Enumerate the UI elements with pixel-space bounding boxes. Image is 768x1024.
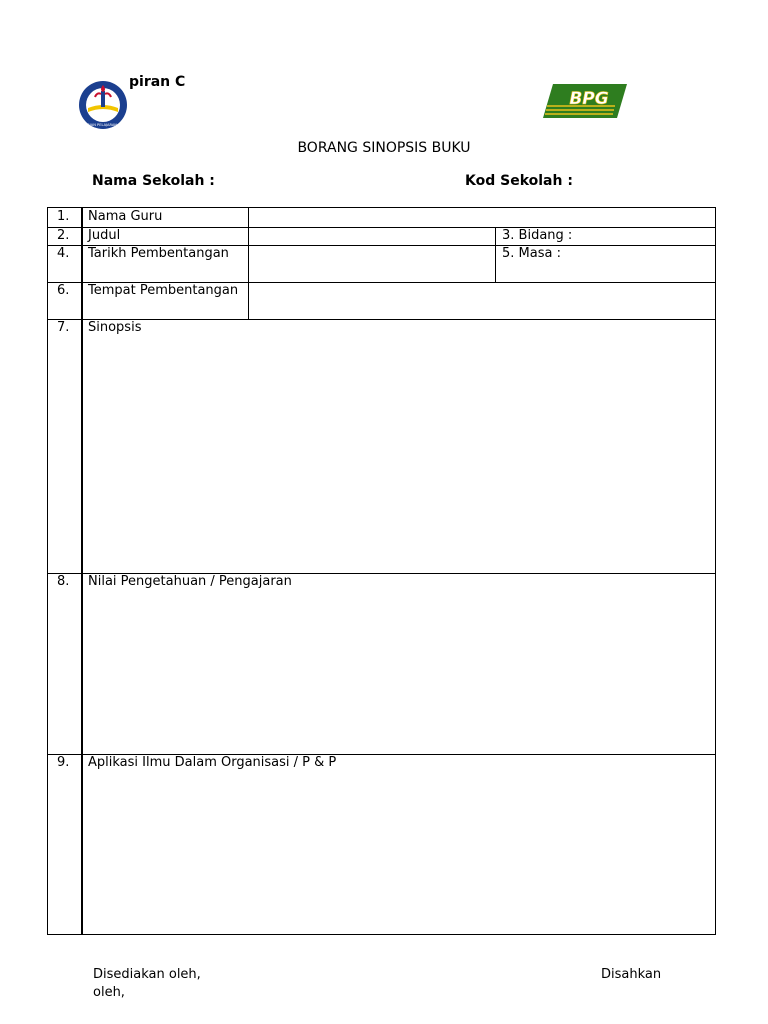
- row-label: Tempat Pembentangan: [88, 283, 239, 298]
- row-number: 4.: [57, 246, 70, 261]
- synopsis-field[interactable]: [88, 338, 708, 570]
- knowledge-value-field[interactable]: [88, 592, 708, 752]
- row-label: Sinopsis: [88, 320, 142, 335]
- school-code-label: Kod Sekolah :: [465, 173, 573, 189]
- emblem-ring-text: KEMENTERIAN PELAJARAN MALAYSIA: [70, 123, 136, 127]
- prepared-by-label: Disediakan oleh,: [93, 967, 201, 982]
- row-label: Aplikasi Ilmu Dalam Organisasi / P & P: [88, 755, 337, 770]
- row-number: 8.: [57, 574, 70, 589]
- field-label: 3. Bidang :: [502, 228, 573, 243]
- verified-by-label: Disahkan: [601, 967, 662, 982]
- attachment-label: piran C: [129, 74, 186, 90]
- row-label: Judul: [88, 228, 121, 243]
- bpg-logo: [543, 82, 627, 120]
- bpg-logo-text: BPG: [569, 89, 609, 109]
- field-label: 5. Masa :: [502, 246, 561, 261]
- teacher-name-field[interactable]: [253, 208, 713, 227]
- prepared-by-block: [93, 966, 263, 1002]
- row-label: Tarikh Pembentangan: [88, 246, 229, 261]
- extra-column-divider: [495, 227, 496, 283]
- row-divider: [48, 319, 715, 320]
- label-column-divider: [248, 208, 249, 320]
- row-label: Nama Guru: [88, 209, 163, 224]
- row-number: 1.: [57, 209, 70, 224]
- row-label: Nilai Pengetahuan / Pengajaran: [88, 574, 292, 589]
- knowledge-application-field[interactable]: [88, 773, 708, 931]
- emblem-torch: [101, 91, 105, 107]
- row-number: 6.: [57, 283, 70, 298]
- verified-by-label-continued: oleh,: [93, 985, 125, 1000]
- synopsis-form-table: [47, 207, 716, 935]
- presentation-date-field[interactable]: [253, 246, 493, 282]
- form-title: BORANG SINOPSIS BUKU: [297, 140, 471, 156]
- row-number: 2.: [57, 228, 70, 243]
- ministry-emblem-logo: [70, 78, 136, 130]
- presentation-venue-field[interactable]: [253, 283, 713, 319]
- number-column-divider: [81, 208, 83, 934]
- row-number: 7.: [57, 320, 70, 335]
- title-field[interactable]: [253, 227, 493, 245]
- row-number: 9.: [57, 755, 70, 770]
- school-name-label: Nama Sekolah :: [92, 173, 215, 189]
